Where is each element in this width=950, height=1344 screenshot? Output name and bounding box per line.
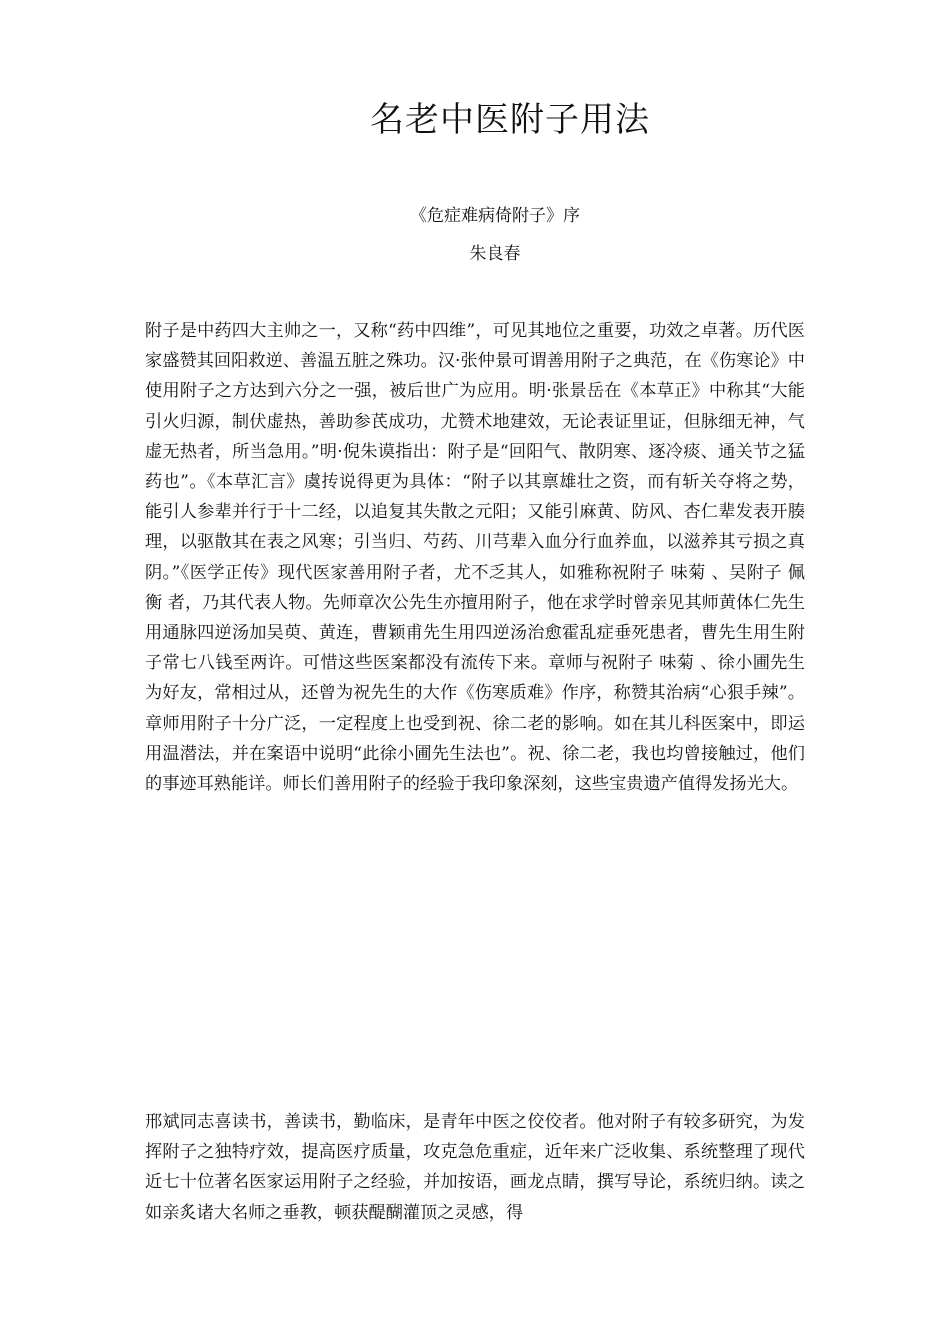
preface-author: 朱良春 [469,244,521,264]
preface-subtitle: 《危症难病倚附子》序 [410,206,580,226]
body-paragraph-1: 附子是中药四大主帅之一，又称“药中四维”，可见其地位之重要，功效之卓著。历代医家盛赞其回阳救逆、善温五脏之殊功。汉·张仲景可谓善用附子之典范，在《伤寒论》中使用附子之方达到六分之一强，被后世广为应用。明·张景岳在《本草正》中称其“大能引火归源，制伏虚热，善助参芪成功，尤赞术地建效，无论表证里证，但脉细无神，气虚无热者，所当急用。”明·倪朱谟指出：附子是“回阳气、散阴寒、逐冷痰、通关节之猛药也”。《本草汇言》虞抟说得更为具体：“附子以其禀雄壮之资，而有斩关夺将之势，能引人参辈并行于十二经，以追复其失散之元阳；又能引麻黄、防风、杏仁辈发表开腠理，以驱散其在表之风寒；引当归、芍药、川芎辈入血分行血养血，以滋养其亏损之真阴。”《医学正传》现代医家善用附子者，尤不乏其人，如雅称祝附子 味菊 、吴附子 佩衡 者，乃其代表人物。先师章次公先生亦擅用附子，他在求学时曾亲见其师黄体仁先生用通脉四逆汤加吴萸、黄连，曹颖甫先生用四逆汤治愈霍乱症垂死患者，曹先生用生附子常七八钱至两许。可惜这些医案都没有流传下来。章师与祝附子 味菊 、徐小圃先生为好友，常相过从，还曾为祝先生的大作《伤寒质难》作序，称赞其治病“心狠手辣”。章师用附子十分广泛，一定程度上也受到祝、徐二老的影响。如在其儿科医案中，即运用温潜法，并在案语中说明“此徐小圃先生法也”。祝、徐二老，我也均曾接触过，他们的事迹耳熟能详。师长们善用附子的经验于我印象深刻，这些宝贵遗产值得发扬光大。 [145,321,805,795]
body-paragraph-2: 邢斌同志喜读书，善读书，勤临床，是青年中医之佼佼者。他对附子有较多研究，为发挥附子之独特疗效，提高医疗质量，攻克急危重症，近年来广泛收集、系统整理了现代近七十位著名医家运用附子之经验，并加按语，画龙点睛，撰写导论，系统归纳。读之如亲炙诸大名师之垂教，顿获醍醐灌顶之灵感，得 [145,1112,805,1223]
document-title: 名老中医附子用法 [370,100,650,140]
